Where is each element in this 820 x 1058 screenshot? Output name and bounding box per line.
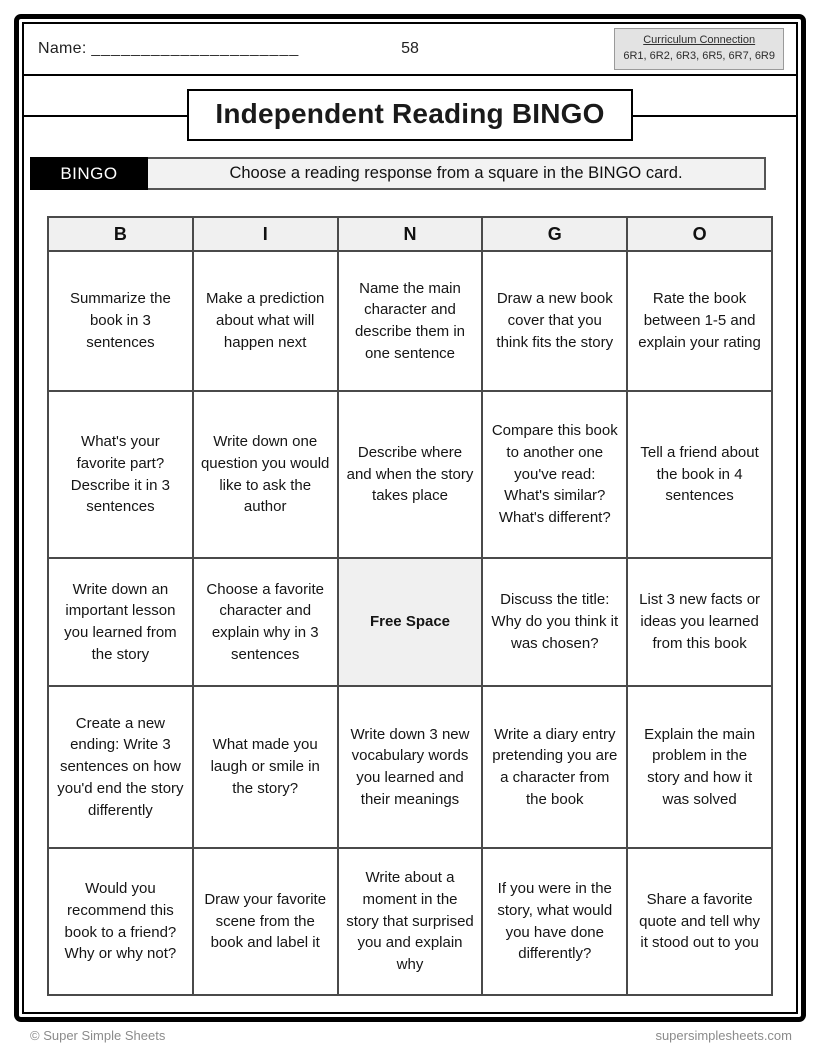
- bingo-cell[interactable]: Compare this book to another one you've read: What's similar? What's different?: [482, 391, 627, 558]
- bingo-cell[interactable]: Describe where and when the story takes place: [338, 391, 483, 558]
- instruction-label: BINGO: [30, 157, 148, 190]
- bingo-cell[interactable]: Write a diary entry pretending you are a character from the book: [482, 686, 627, 848]
- bingo-row: [48, 558, 772, 686]
- curriculum-codes: 6R1, 6R2, 6R3, 6R5, 6R7, 6R9: [623, 50, 775, 62]
- bingo-cell[interactable]: Share a favorite quote and tell why it stood out to you: [627, 848, 772, 995]
- bingo-grid: [47, 216, 773, 996]
- bingo-cell[interactable]: Name the main character and describe them in one sentence: [338, 251, 483, 391]
- bingo-cell[interactable]: Would you recommend this book to a friend? Why or why not?: [48, 848, 193, 995]
- bingo-cell[interactable]: Write down 3 new vocabulary words you learned and their meanings: [338, 686, 483, 848]
- bingo-cell[interactable]: If you were in the story, what would you have done differently?: [482, 848, 627, 995]
- name-blank-line[interactable]: _____________________: [91, 40, 300, 57]
- page-frame-inner: [22, 22, 798, 1014]
- bingo-grid-wrap: [47, 216, 773, 996]
- column-header-n: N: [338, 217, 483, 251]
- column-header-g: G: [482, 217, 627, 251]
- website-text: supersimplesheets.com: [655, 1028, 792, 1043]
- bingo-cell[interactable]: Make a prediction about what will happen next: [193, 251, 338, 391]
- page-frame: [14, 14, 806, 1022]
- column-header-o: O: [627, 217, 772, 251]
- column-header-i: I: [193, 217, 338, 251]
- page-number: 58: [401, 40, 419, 57]
- bingo-cell[interactable]: Write down an important lesson you learned from the story: [48, 558, 193, 686]
- copyright-text: © Super Simple Sheets: [30, 1028, 166, 1043]
- bingo-cell[interactable]: Write about a moment in the story that surprised you and explain why: [338, 848, 483, 995]
- bingo-row: [48, 686, 772, 848]
- bingo-cell[interactable]: Draw your favorite scene from the book and label it: [193, 848, 338, 995]
- bingo-cell[interactable]: Write down one question you would like to ask the author: [193, 391, 338, 558]
- page-header: [24, 24, 796, 76]
- column-header-b: B: [48, 217, 193, 251]
- bingo-cell[interactable]: Rate the book between 1-5 and explain your rating: [627, 251, 772, 391]
- name-label: Name:: [38, 40, 87, 57]
- bingo-row: [48, 391, 772, 558]
- page-title: Independent Reading BINGO: [187, 89, 632, 141]
- bingo-cell[interactable]: What's your favorite part? Describe it in 3 sentences: [48, 391, 193, 558]
- bingo-cell[interactable]: Draw a new book cover that you think fits the story: [482, 251, 627, 391]
- curriculum-connection-title: Curriculum Connection: [643, 34, 756, 47]
- bingo-cell[interactable]: Discuss the title: Why do you think it was chosen?: [482, 558, 627, 686]
- instruction-text: Choose a reading response from a square in the BINGO card.: [148, 157, 766, 190]
- title-band: [24, 76, 796, 154]
- bingo-header-row: [48, 217, 772, 251]
- instruction-bar: [30, 157, 766, 190]
- bingo-row: [48, 848, 772, 995]
- curriculum-connection-box: [614, 28, 784, 70]
- bingo-cell[interactable]: What made you laugh or smile in the story?: [193, 686, 338, 848]
- bingo-cell[interactable]: Tell a friend about the book in 4 sentences: [627, 391, 772, 558]
- bingo-cell[interactable]: Choose a favorite character and explain why in 3 sentences: [193, 558, 338, 686]
- bingo-cell[interactable]: Create a new ending: Write 3 sentences on how you'd end the story differently: [48, 686, 193, 848]
- bingo-cell[interactable]: List 3 new facts or ideas you learned from this book: [627, 558, 772, 686]
- page-footer: [14, 1028, 806, 1043]
- bingo-cell[interactable]: Explain the main problem in the story and how it was solved: [627, 686, 772, 848]
- free-space-cell[interactable]: Free Space: [338, 558, 483, 686]
- bingo-row: [48, 251, 772, 391]
- bingo-cell[interactable]: Summarize the book in 3 sentences: [48, 251, 193, 391]
